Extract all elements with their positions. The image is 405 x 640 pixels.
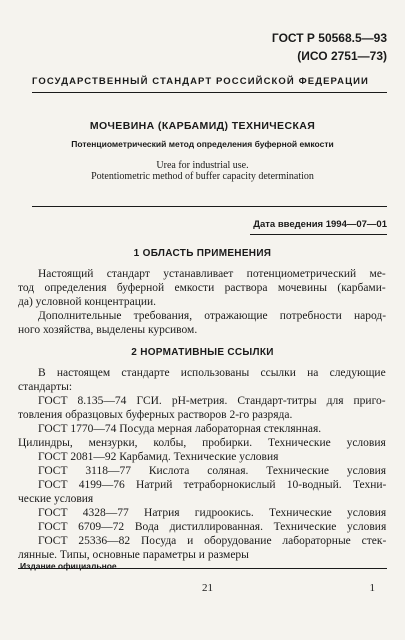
section-2-line: лянные. Типы, основные параметры и размеры bbox=[18, 549, 249, 561]
section-2-line: Цилиндры, мензурки, колбы, пробирки. Технические условия bbox=[18, 437, 386, 449]
state-standard-banner: ГОСУДАРСТВЕННЫЙ СТАНДАРТ РОССИЙСКОЙ ФЕДЕРАЦИИ bbox=[32, 76, 369, 87]
section-2-line: стандарты: bbox=[18, 381, 73, 393]
print-mark: 1 bbox=[369, 582, 375, 594]
iso-reference: (ИСО 2751—73) bbox=[297, 49, 387, 63]
section-2-line: ГОСТ 2081—92 Карбамид. Технические условия bbox=[38, 451, 279, 463]
introduction-date: Дата введения 1994—07—01 bbox=[253, 219, 387, 230]
section-2-heading: 2 НОРМАТИВНЫЕ ССЫЛКИ bbox=[131, 347, 274, 358]
section-1-heading: 1 ОБЛАСТЬ ПРИМЕНЕНИЯ bbox=[133, 248, 272, 259]
section-2-line: ГОСТ 4199—76 Натрий тетраборнокислый 10-водный. Техни- bbox=[38, 479, 387, 491]
document-title-ru: МОЧЕВИНА (КАРБАМИД) ТЕХНИЧЕСКАЯ bbox=[89, 120, 316, 132]
standard-code: ГОСТ Р 50568.5—93 bbox=[271, 31, 387, 45]
section-2-line: ческие условия bbox=[18, 493, 94, 505]
section-1-line: Дополнительные требования, отражающие потребности народ- bbox=[38, 310, 387, 322]
date-underline bbox=[250, 234, 387, 235]
page-number: 21 bbox=[202, 582, 213, 594]
section-2-line: ГОСТ 25336—82 Посуда и оборудование лабораторные стек- bbox=[38, 535, 387, 547]
section-2-line: ГОСТ 6709—72 Вода дистиллированная. Технические условия bbox=[38, 521, 387, 533]
section-2-line: ГОСТ 3118—77 Кислота соляная. Технические условия bbox=[38, 465, 387, 477]
section-1-line: да) условной концентрации. bbox=[18, 296, 157, 308]
section-2-line: товления образцовых буферных растворов 2-го разряда. bbox=[18, 409, 293, 421]
document-subtitle-en: Potentiometric method of buffer capacity determination bbox=[91, 171, 314, 182]
official-edition-note: Издание официальное bbox=[20, 561, 117, 571]
section-2-line: ГОСТ 8.135—74 ГСИ. рН-метрия. Стандарт-титры для приго- bbox=[38, 395, 386, 407]
header-rule bbox=[32, 92, 387, 93]
section-2-line: ГОСТ 4328—77 Натрия гидроокись. Технические условия bbox=[38, 507, 387, 519]
section-2-line: В настоящем стандарте использованы ссылки на следующие bbox=[38, 367, 386, 379]
title-rule bbox=[32, 206, 387, 207]
section-1-line: тод определения буферной емкости раствора мочевины (карбами- bbox=[18, 282, 386, 294]
document-subtitle-ru: Потенциометрический метод определения буферной емкости bbox=[71, 139, 334, 149]
section-2-line: ГОСТ 1770—74 Посуда мерная лабораторная стеклянная. bbox=[38, 423, 322, 435]
section-1-line: ного хозяйства, выделены курсивом. bbox=[18, 324, 198, 336]
document-title-en: Urea for industrial use. bbox=[156, 160, 249, 171]
section-1-line: Настоящий стандарт устанавливает потенциометрический ме- bbox=[38, 268, 386, 280]
